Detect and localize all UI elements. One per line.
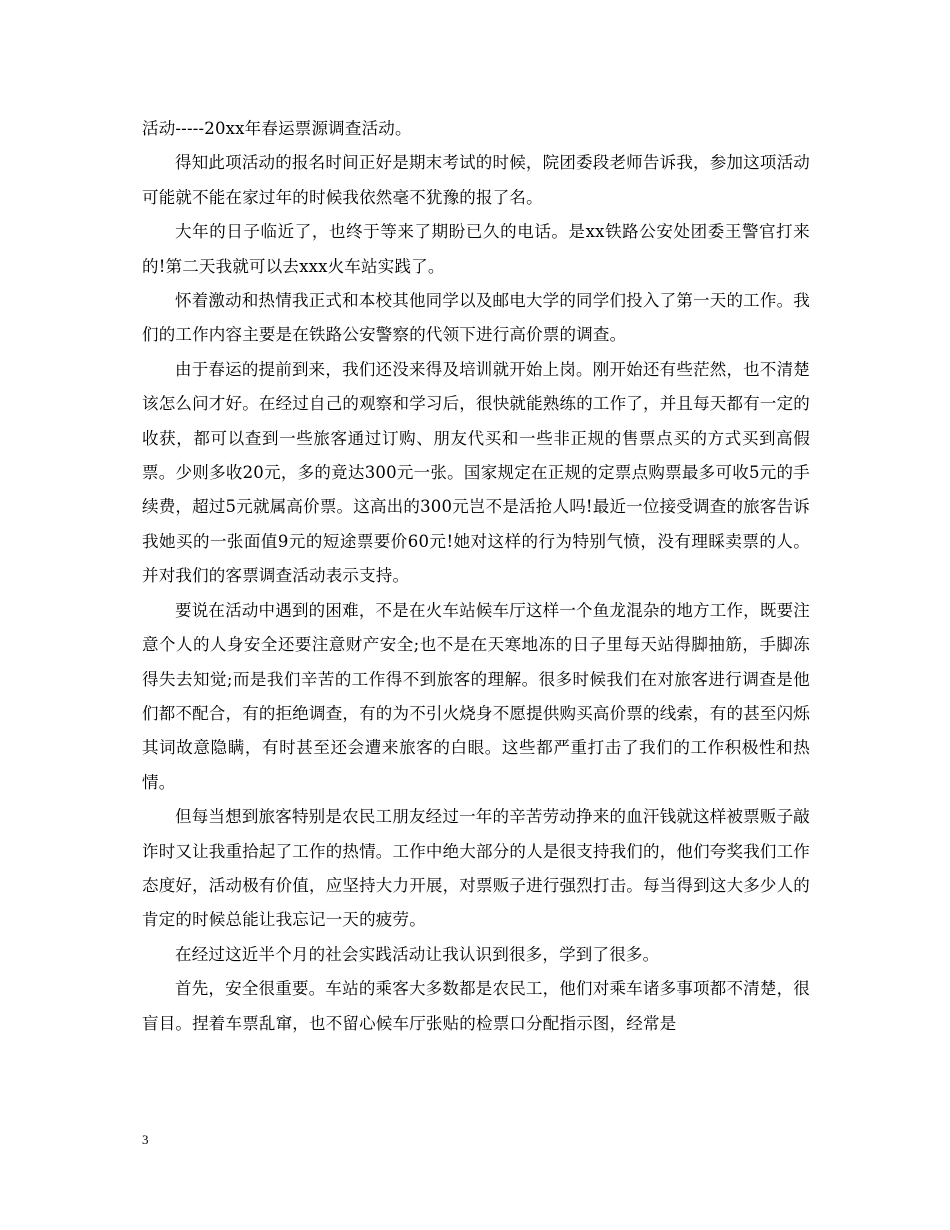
paragraph: 首先，安全很重要。车站的乘客大多数都是农民工，他们对乘车诸多事项都不清楚，很盲目。捏着车票乱窜，也不留心候车厅张贴的检票口分配指示图，经常是: [142, 979, 810, 1033]
paragraph: 怀着激动和热情我正式和本校其他同学以及邮电大学的同学们投入了第一天的工作。我们的工作内容主要是在铁路公安警察的代领下进行高价票的调查。: [142, 291, 810, 345]
document-body: [142, 112, 810, 1041]
page-number: 3: [142, 1132, 149, 1147]
paragraph: 在经过这近半个月的社会实践活动让我认识到很多，学到了很多。: [175, 944, 660, 964]
paragraph: 得知此项活动的报名时间正好是期末考试的时候，院团委段老师告诉我，参加这项活动可能就不能在家过年的时候我依然毫不犹豫的报了名。: [142, 153, 810, 207]
paragraph: 由于春运的提前到来，我们还没来得及培训就开始上岗。刚开始还有些茫然，也不清楚该怎么问才好。在经过自己的观察和学习后，很快就能熟练的工作了，并且每天都有一定的收获，都可以查到一些旅客通过订购、朋友代买和一些非正规的售票点买的方式买到高假票。少则多收20元，多的竟达300元一张。国家规定在正规的定票点购票最多可收5元的手续费，超过5元就属高价票。这高出的300元岂不是活抢人吗!最近一位接受调查的旅客告诉我她买的一张面值9元的短途票要价60元!她对这样的行为特别气愤，没有理睬卖票的人。并对我们的客票调查活动表示支持。: [142, 359, 810, 586]
paragraph: 要说在活动中遇到的困难，不是在火车站候车厅这样一个鱼龙混杂的地方工作，既要注意个人的人身安全还要注意财产安全;也不是在天寒地冻的日子里每天站得脚抽筋，手脚冻得失去知觉;而是我们辛苦的工作得不到旅客的理解。很多时候我们在对旅客进行调查是他们都不配合，有的拒绝调查，有的为不引火烧身不愿提供购买高价票的线索，有的甚至闪烁其词故意隐瞒，有时甚至还会遭来旅客的白眼。这些都严重打击了我们的工作积极性和热情。: [142, 600, 810, 792]
paragraph: 但每当想到旅客特别是农民工朋友经过一年的辛苦劳动挣来的血汗钱就这样被票贩子敲诈时又让我重拾起了工作的热情。工作中绝大部分的人是很支持我们的，他们夸奖我们工作态度好，活动极有价值，应坚持大力开展，对票贩子进行强烈打击。每当得到这大多少人的肯定的时候总能让我忘记一天的疲劳。: [142, 807, 810, 930]
paragraph: 活动-----20xx年春运票源调查活动。: [142, 119, 412, 138]
paragraph: 大年的日子临近了，也终于等来了期盼已久的电话。是xx铁路公安处团委王警官打来的!第二天我就可以去xxx火车站实践了。: [142, 222, 810, 276]
